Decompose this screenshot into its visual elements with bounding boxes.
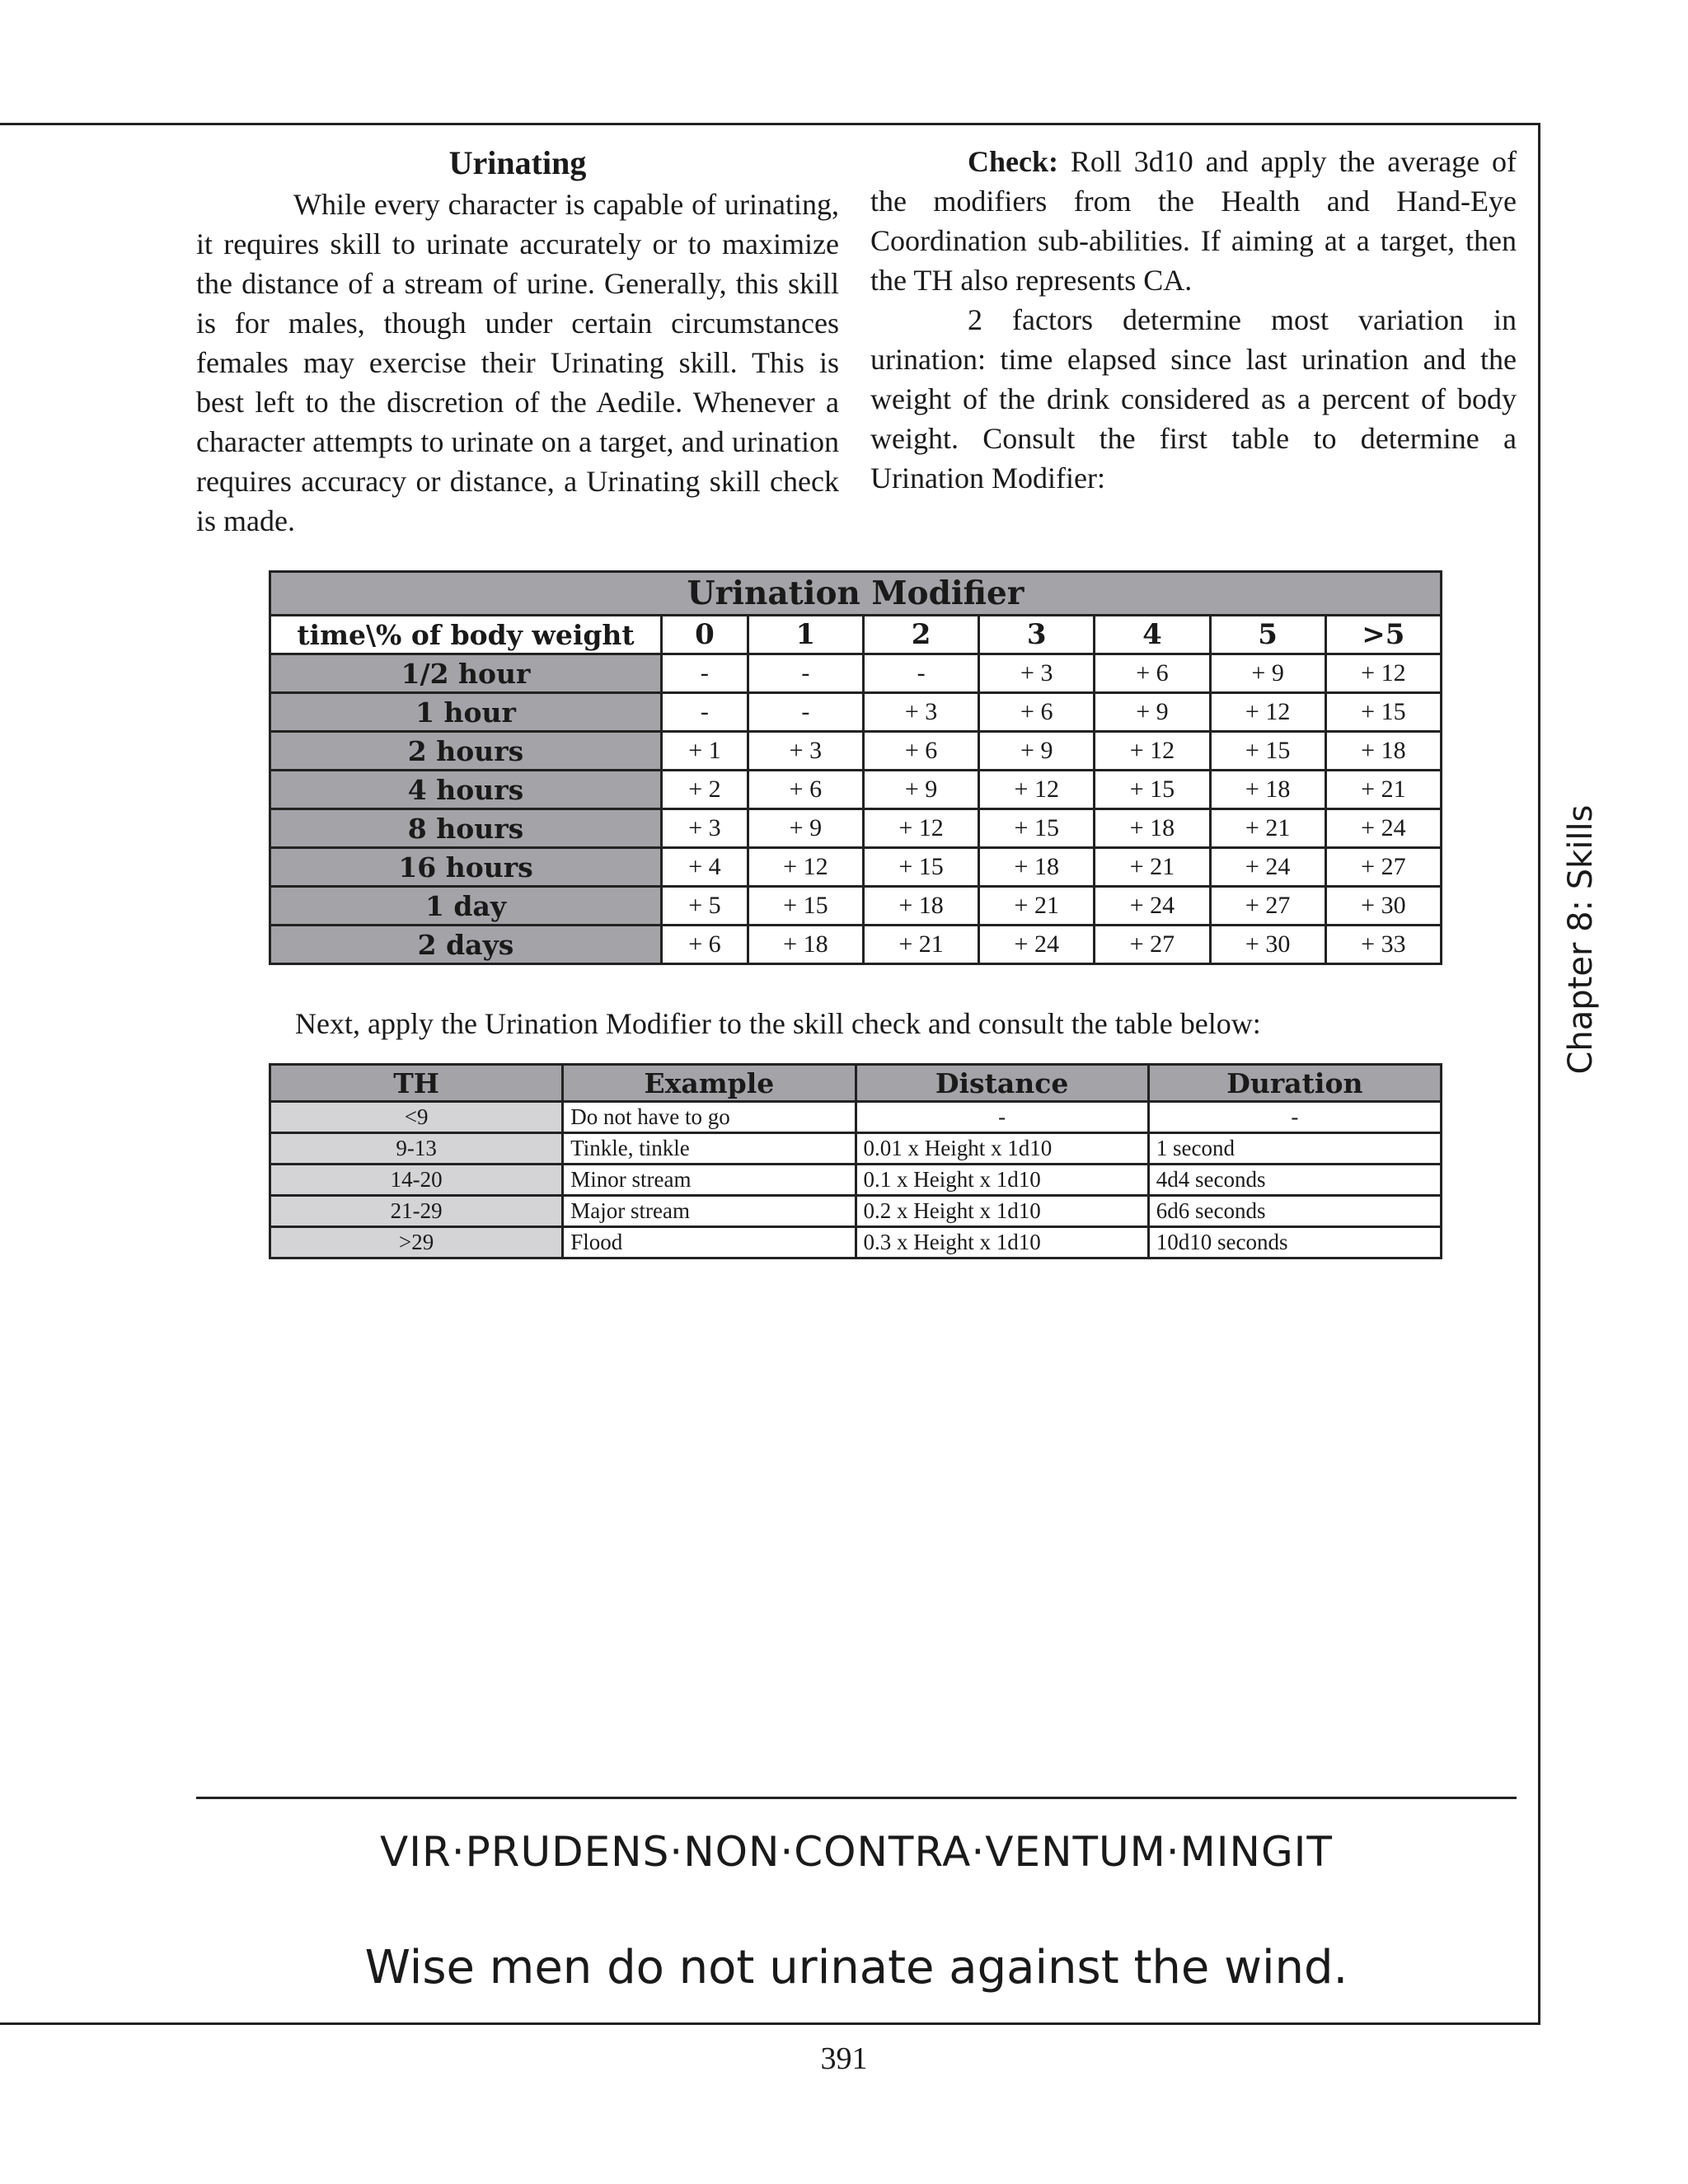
modifier-value-cell: + 9 <box>979 732 1095 771</box>
check-paragraph <box>870 142 1517 300</box>
modifier-value-cell: + 3 <box>979 654 1095 693</box>
modifier-value-cell: + 12 <box>1095 732 1210 771</box>
modifier-value-cell: + 6 <box>748 771 863 809</box>
result-cell: 1 second <box>1148 1133 1441 1165</box>
modifier-value-cell: + 9 <box>1095 693 1210 732</box>
result-header-row <box>270 1065 1442 1102</box>
modifier-value-cell: + 18 <box>1095 809 1210 848</box>
result-cell: 9-13 <box>270 1133 563 1165</box>
modifier-value-cell: + 18 <box>979 848 1095 887</box>
modifier-value-cell: - <box>748 693 863 732</box>
modifier-row-label: 8 hours <box>270 809 662 848</box>
modifier-value-cell: + 6 <box>1095 654 1210 693</box>
table-row <box>270 1227 1442 1258</box>
result-cell: 14-20 <box>270 1165 563 1196</box>
result-cell: 6d6 seconds <box>1148 1196 1441 1227</box>
latin-motto: VIR·PRUDENS·NON·CONTRA·VENTUM·MINGIT <box>380 1828 1333 1876</box>
table-row <box>270 848 1442 887</box>
modifier-column-header: 3 <box>979 616 1095 654</box>
modifier-value-cell: + 3 <box>863 693 978 732</box>
next-instruction: Next, apply the Urination Modifier to the skill check and consult the table below: <box>295 1007 1261 1040</box>
modifier-row-label: 2 hours <box>270 732 662 771</box>
modifier-value-cell: + 24 <box>1210 848 1325 887</box>
table-row <box>270 693 1442 732</box>
result-cell: 0.2 x Height x 1d10 <box>856 1196 1148 1227</box>
table-row <box>270 732 1442 771</box>
result-cell: Do not have to go <box>563 1102 856 1133</box>
modifier-value-cell: + 18 <box>748 926 863 964</box>
modifier-row-label: 16 hours <box>270 848 662 887</box>
check-text: Roll 3d10 and apply the average of the modifiers from the Health and Hand-Eye Coordination sub-abilities. If aiming at a target, then the TH also represents CA. <box>870 145 1517 297</box>
modifier-column-header: 1 <box>748 616 863 654</box>
modifier-value-cell: + 15 <box>1210 732 1325 771</box>
modifier-table-title: Urination Modifier <box>270 572 1442 616</box>
modifier-value-cell: + 1 <box>662 732 748 771</box>
modifier-value-cell: + 24 <box>979 926 1095 964</box>
table-row <box>270 1165 1442 1196</box>
modifier-value-cell: + 21 <box>1325 771 1441 809</box>
result-column-header: Example <box>563 1065 856 1102</box>
urination-modifier-table <box>269 570 1442 965</box>
table-row <box>270 1196 1442 1227</box>
modifier-row-label: 1 hour <box>270 693 662 732</box>
result-cell: 0.1 x Height x 1d10 <box>856 1165 1148 1196</box>
modifier-row-label: 1/2 hour <box>270 654 662 693</box>
modifier-value-cell: - <box>662 693 748 732</box>
modifier-value-cell: + 3 <box>662 809 748 848</box>
modifier-value-cell: + 21 <box>1210 809 1325 848</box>
table-row <box>270 771 1442 809</box>
result-cell: Major stream <box>563 1196 856 1227</box>
result-cell: 0.01 x Height x 1d10 <box>856 1133 1148 1165</box>
result-column-header: TH <box>270 1065 563 1102</box>
modifier-value-cell: + 3 <box>748 732 863 771</box>
modifier-value-cell: + 9 <box>748 809 863 848</box>
result-cell: Minor stream <box>563 1165 856 1196</box>
modifier-value-cell: + 15 <box>979 809 1095 848</box>
table-row <box>270 1133 1442 1165</box>
modifier-column-header: 2 <box>863 616 978 654</box>
modifier-column-header: 0 <box>662 616 748 654</box>
result-cell: <9 <box>270 1102 563 1133</box>
chapter-label-text: Chapter 8: Skills <box>1562 804 1600 1075</box>
modifier-value-cell: + 21 <box>979 887 1095 926</box>
modifier-value-cell: + 2 <box>662 771 748 809</box>
modifier-value-cell: + 6 <box>662 926 748 964</box>
table-row <box>270 809 1442 848</box>
english-motto: Wise men do not urinate against the wind. <box>364 1941 1348 1994</box>
modifier-value-cell: + 18 <box>863 887 978 926</box>
modifier-value-cell: + 27 <box>1325 848 1441 887</box>
table-row <box>270 926 1442 964</box>
result-cell: - <box>856 1102 1148 1133</box>
modifier-header-row <box>270 616 1442 654</box>
right-column <box>870 142 1517 498</box>
modifier-row-label: 2 days <box>270 926 662 964</box>
result-column-header: Distance <box>856 1065 1148 1102</box>
result-column-header: Duration <box>1148 1065 1441 1102</box>
result-cell: 21-29 <box>270 1196 563 1227</box>
footer-rule <box>196 1797 1517 1799</box>
intro-paragraph: While every character is capable of urinating, it requires skill to urinate accurately or to maximize the distance of a stream of urine. Generally, this skill is for males, though under certain circumstances females may exercise their Urinating skill. This is best left to the discretion of the Aedile. Whenever a character attempts to urinate on a target, and urination requires accuracy or distance, a Urinating skill check is made. <box>196 188 839 537</box>
modifier-value-cell: + 24 <box>1095 887 1210 926</box>
modifier-value-cell: + 6 <box>863 732 978 771</box>
table-row <box>270 1102 1442 1133</box>
modifier-value-cell: + 33 <box>1325 926 1441 964</box>
modifier-value-cell: + 12 <box>1325 654 1441 693</box>
table-row <box>270 654 1442 693</box>
modifier-value-cell: + 21 <box>863 926 978 964</box>
modifier-column-header: >5 <box>1325 616 1441 654</box>
page-frame-right-rule <box>1538 123 1540 2025</box>
result-cell: - <box>1148 1102 1441 1133</box>
modifier-value-cell: + 12 <box>979 771 1095 809</box>
result-cell: 4d4 seconds <box>1148 1165 1441 1196</box>
page-number: 391 <box>820 2041 868 2076</box>
section-heading: Urinating <box>448 144 587 181</box>
table-row <box>270 887 1442 926</box>
modifier-value-cell: + 27 <box>1210 887 1325 926</box>
modifier-row-label: 4 hours <box>270 771 662 809</box>
modifier-value-cell: + 30 <box>1325 887 1441 926</box>
modifier-value-cell: + 18 <box>1325 732 1441 771</box>
modifier-value-cell: + 27 <box>1095 926 1210 964</box>
modifier-value-cell: - <box>863 654 978 693</box>
check-label: Check: <box>968 145 1058 178</box>
left-column <box>196 142 839 541</box>
result-table <box>269 1063 1442 1259</box>
result-cell: 0.3 x Height x 1d10 <box>856 1227 1148 1258</box>
result-cell: >29 <box>270 1227 563 1258</box>
modifier-value-cell: + 21 <box>1095 848 1210 887</box>
result-cell: Tinkle, tinkle <box>563 1133 856 1165</box>
factors-paragraph: 2 factors determine most variation in urination: time elapsed since last urination and the weight of the drink considered as a percent of body weight. Consult the first table to determine a Urination Modifier: <box>870 303 1517 494</box>
modifier-value-cell: + 6 <box>979 693 1095 732</box>
modifier-row-label: 1 day <box>270 887 662 926</box>
modifier-value-cell: + 30 <box>1210 926 1325 964</box>
result-cell: Flood <box>563 1227 856 1258</box>
modifier-value-cell: + 15 <box>748 887 863 926</box>
modifier-value-cell: + 12 <box>1210 693 1325 732</box>
modifier-corner-header: time\% of body weight <box>270 616 662 654</box>
modifier-value-cell: + 12 <box>863 809 978 848</box>
modifier-value-cell: + 5 <box>662 887 748 926</box>
page-frame-bottom-rule <box>0 2022 1540 2025</box>
page-frame-top-rule <box>0 123 1540 125</box>
result-cell: 10d10 seconds <box>1148 1227 1441 1258</box>
modifier-column-header: 5 <box>1210 616 1325 654</box>
modifier-title-row <box>270 572 1442 616</box>
modifier-value-cell: + 9 <box>863 771 978 809</box>
modifier-value-cell: + 9 <box>1210 654 1325 693</box>
modifier-value-cell: + 18 <box>1210 771 1325 809</box>
modifier-value-cell: + 15 <box>863 848 978 887</box>
modifier-value-cell: - <box>662 654 748 693</box>
modifier-value-cell: + 4 <box>662 848 748 887</box>
modifier-value-cell: + 15 <box>1325 693 1441 732</box>
modifier-value-cell: + 12 <box>748 848 863 887</box>
modifier-value-cell: - <box>748 654 863 693</box>
modifier-column-header: 4 <box>1095 616 1210 654</box>
modifier-value-cell: + 24 <box>1325 809 1441 848</box>
modifier-value-cell: + 15 <box>1095 771 1210 809</box>
